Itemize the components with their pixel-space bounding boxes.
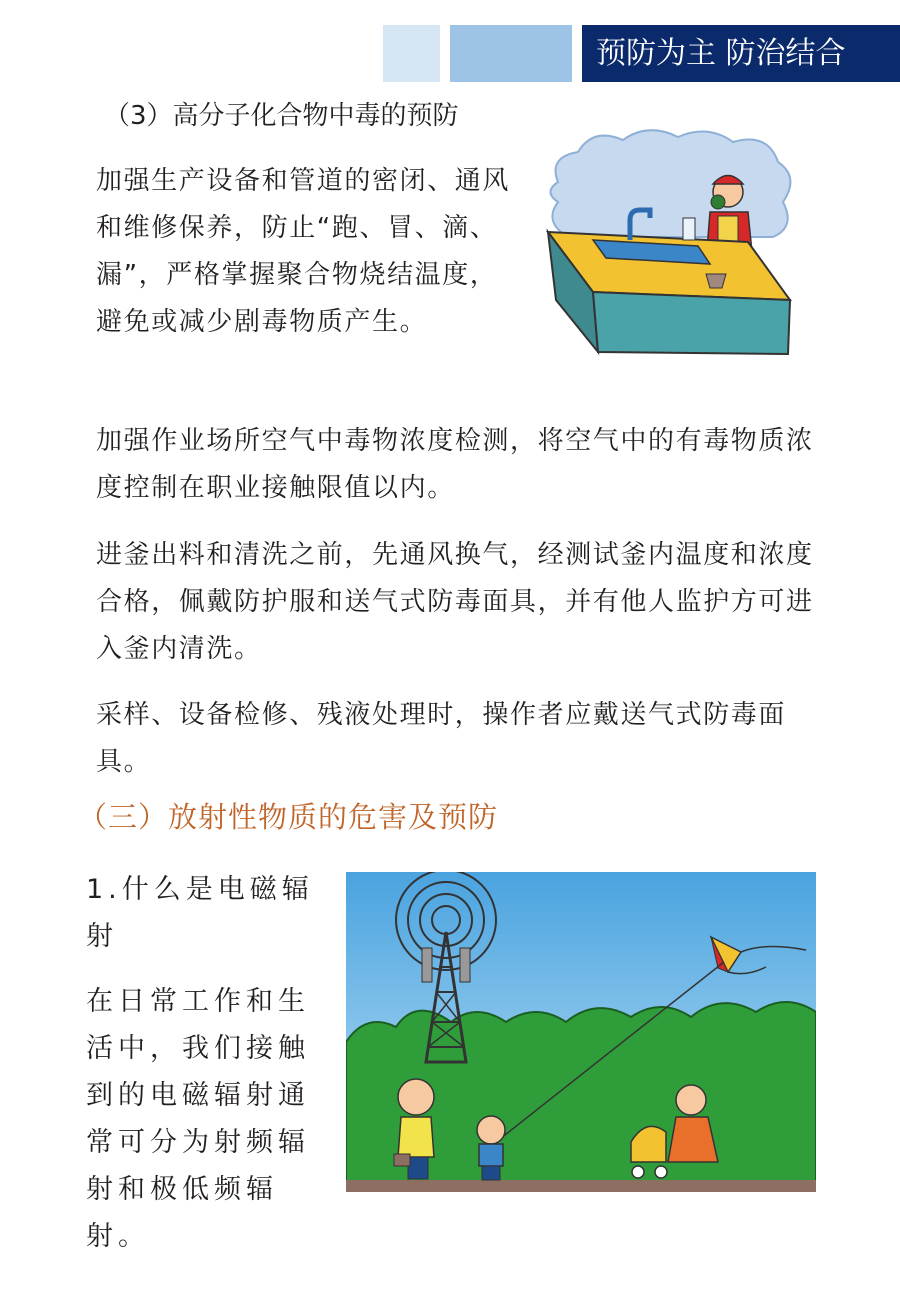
header-title: 预防为主 防治结合	[582, 25, 900, 82]
subsection-heading: （3）高分子化合物中毒的预防	[104, 101, 459, 131]
header-decor-mid	[450, 25, 572, 82]
question-body: 在日常工作和生活中，我们接触到的电磁辐射通常可分为射频辐射和极低频辐射。	[86, 986, 310, 1252]
paragraph-kettle-cleaning: 进釜出料和清洗之前，先通风换气，经测试釜内温度和浓度合格，佩戴防护服和送气式防毒面具，并有他人监护方可进入釜内清洗。	[96, 540, 814, 664]
illustration-worker-gas-mask	[538, 122, 800, 358]
paragraph-air-monitoring: 加强作业场所空气中毒物浓度检测，将空气中的有毒物质浓度控制在职业接触限值以内。	[96, 426, 814, 503]
question-title: 1.什么是电磁辐射	[86, 874, 314, 952]
paragraph-equipment-sealing: 加强生产设备和管道的密闭、通风和维修保养，防止“跑、冒、滴、漏”，严格掌握聚合物烧结温度，避免或减少剧毒物质产生。	[96, 166, 511, 337]
paragraph-sampling-mask: 采样、设备检修、残液处理时，操作者应戴送气式防毒面具。	[96, 700, 787, 777]
header-decor-light	[383, 25, 440, 82]
section-heading: （三）放射性物质的危害及预防	[78, 800, 499, 834]
illustration-radio-tower-park	[346, 872, 816, 1192]
